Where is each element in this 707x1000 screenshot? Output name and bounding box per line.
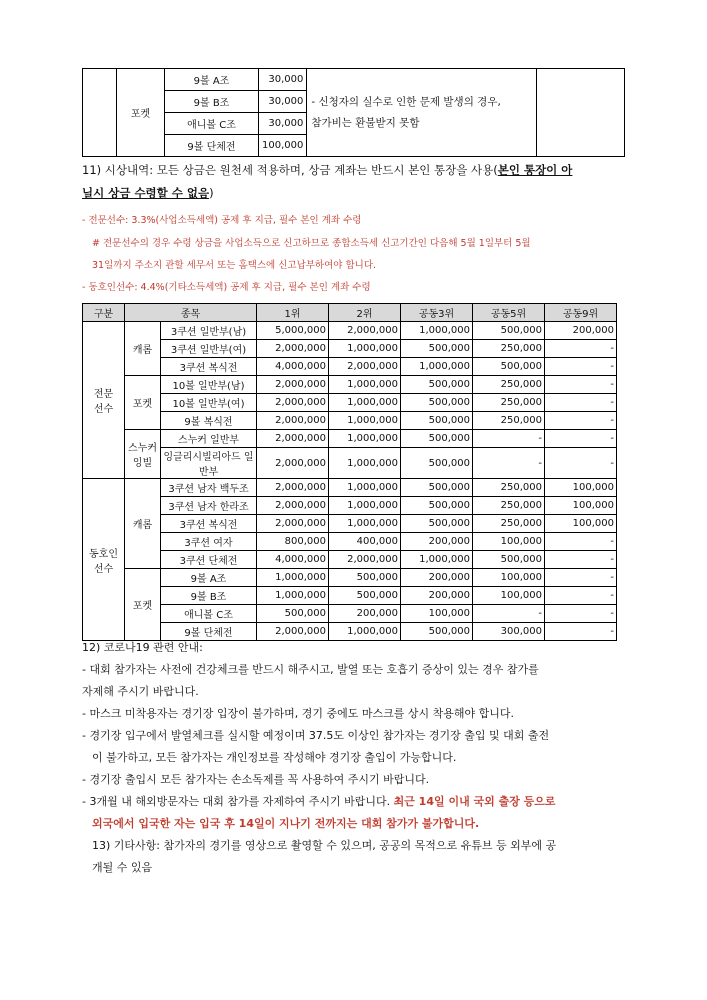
prize-amount: - xyxy=(545,623,617,641)
subgroup-label xyxy=(125,376,161,430)
prize-amount: 200,000 xyxy=(401,533,473,551)
event-name: 3쿠션 일반부(여) xyxy=(161,340,257,358)
fee-event: 9볼 단체전 xyxy=(165,135,259,157)
prize-amount: 100,000 xyxy=(545,479,617,497)
section12 xyxy=(82,637,627,879)
prize-amount: 100,000 xyxy=(401,605,473,623)
event-name: 9볼 A조 xyxy=(161,569,257,587)
section13-line-2: 개될 수 있음 xyxy=(92,861,153,874)
event-name: 3쿠션 복식전 xyxy=(161,515,257,533)
prize-amount: 500,000 xyxy=(329,587,401,605)
prize-amount: 250,000 xyxy=(473,479,545,497)
subgroup-label xyxy=(125,322,161,376)
prize-amount: 250,000 xyxy=(473,412,545,430)
prize-header-6: 공동9위 xyxy=(545,304,617,322)
prize-amount: 2,000,000 xyxy=(257,430,329,448)
prize-amount: 500,000 xyxy=(401,448,473,479)
group-label-line-2: 선수 xyxy=(93,563,114,575)
covid-note-3b: 이 불가하고, 모든 참가자는 개인정보를 작성해야 경기장 출입이 가능합니다. xyxy=(92,751,457,764)
subgroup-label xyxy=(125,569,161,641)
event-name: 3쿠션 남자 한라조 xyxy=(161,497,257,515)
table-row xyxy=(83,587,617,605)
prize-header-3: 2위 xyxy=(329,304,401,322)
covid-note-1b: 자제해 주시기 바랍니다. xyxy=(82,685,199,698)
prize-amount: 500,000 xyxy=(401,623,473,641)
fee-note xyxy=(307,69,537,157)
prize-amount: 2,000,000 xyxy=(257,448,329,479)
prize-amount: - xyxy=(473,430,545,448)
prize-amount: 500,000 xyxy=(401,394,473,412)
event-name: 잉글리시빌리아드 일반부 xyxy=(161,448,257,479)
table-row xyxy=(83,479,617,497)
fee-event: 9볼 B조 xyxy=(165,91,259,113)
prize-amount: 250,000 xyxy=(473,376,545,394)
prize-amount: 500,000 xyxy=(401,497,473,515)
prize-amount: 250,000 xyxy=(473,394,545,412)
event-name: 3쿠션 일반부(남) xyxy=(161,322,257,340)
section11-heading-end: ) xyxy=(209,186,214,200)
prize-amount: 500,000 xyxy=(401,376,473,394)
prize-amount: 1,000,000 xyxy=(329,376,401,394)
prize-amount: 300,000 xyxy=(473,623,545,641)
prize-amount: - xyxy=(545,376,617,394)
fee-blank-cell xyxy=(83,69,117,157)
table-row xyxy=(83,448,617,479)
covid-note-3a: - 경기장 입구에서 발열체크를 실시할 예정이며 37.5도 이상인 참가자는 경기장 출입 및 대회 출전 xyxy=(82,729,550,742)
subgroup-label-line-2: 잉빌 xyxy=(132,458,153,469)
section12-heading: 12) 코로나19 관련 안내: xyxy=(82,641,203,654)
table-row xyxy=(83,376,617,394)
prize-amount: - xyxy=(545,551,617,569)
prize-amount: 1,000,000 xyxy=(329,448,401,479)
prize-amount: 2,000,000 xyxy=(329,551,401,569)
prize-amount: 100,000 xyxy=(545,497,617,515)
pro-tax-subnote-1: # 전문선수의 경우 수령 상금을 사업소득으로 신고하므로 종합소득세 신고기간인 다음해 5월 1일부터 5월 xyxy=(92,238,531,249)
event-name: 3쿠션 여자 xyxy=(161,533,257,551)
covid-note-4: - 경기장 출입시 모든 참가자는 손소독제를 꼭 사용하여 주시기 바랍니다. xyxy=(82,773,430,786)
fee-amount: 30,000 xyxy=(259,113,307,135)
fee-note-line-1: - 신청자의 실수로 인한 문제 발생의 경우, xyxy=(311,95,501,108)
prize-amount: 250,000 xyxy=(473,340,545,358)
amateur-tax-note: - 동호인선수: 4.4%(기타소득세액) 공제 후 지급, 필수 본인 계좌 수령 xyxy=(82,282,371,293)
prize-amount: 500,000 xyxy=(401,430,473,448)
prize-amount: - xyxy=(545,569,617,587)
table-row xyxy=(83,394,617,412)
prize-amount: 200,000 xyxy=(401,569,473,587)
prize-amount: 1,000,000 xyxy=(329,412,401,430)
fee-event: 애니볼 C조 xyxy=(165,113,259,135)
table-row xyxy=(83,515,617,533)
group-label xyxy=(83,322,125,479)
subgroup-label-line-1: 포켓 xyxy=(132,399,153,410)
group-label-line-1: 동호인 xyxy=(89,548,118,560)
prize-amount: 1,000,000 xyxy=(329,497,401,515)
fee-event: 9볼 A조 xyxy=(165,69,259,91)
prize-amount: 1,000,000 xyxy=(329,479,401,497)
prize-amount: 500,000 xyxy=(401,515,473,533)
prize-amount: 1,000,000 xyxy=(329,430,401,448)
covid-note-2: - 마스크 미착용자는 경기장 입장이 불가하며, 경기 중에도 마스크를 상시 착용해야 합니다. xyxy=(82,707,514,720)
subgroup-label xyxy=(125,479,161,569)
entry-fee-table xyxy=(82,68,625,157)
prize-amount: 2,000,000 xyxy=(257,340,329,358)
fee-amount: 100,000 xyxy=(259,135,307,157)
prize-amount: 2,000,000 xyxy=(257,394,329,412)
fee-blank-cell-2 xyxy=(537,69,625,157)
section11-heading xyxy=(82,162,572,178)
subgroup-label-line-1: 캐롬 xyxy=(132,345,153,356)
prize-amount: 500,000 xyxy=(473,358,545,376)
table-row xyxy=(83,569,617,587)
event-name: 10볼 일반부(여) xyxy=(161,394,257,412)
prize-amount: - xyxy=(545,430,617,448)
prize-amount: 2,000,000 xyxy=(329,322,401,340)
table-row xyxy=(83,340,617,358)
prize-amount: - xyxy=(545,340,617,358)
group-label xyxy=(83,479,125,641)
pro-tax-note: - 전문선수: 3.3%(사업소득세액) 공제 후 지급, 필수 본인 계좌 수령 xyxy=(82,215,362,226)
group-label-line-1: 전문 xyxy=(93,389,114,400)
prize-amount: 1,000,000 xyxy=(329,623,401,641)
prize-amount: 500,000 xyxy=(401,479,473,497)
prize-amount: 1,000,000 xyxy=(329,515,401,533)
table-row xyxy=(83,605,617,623)
covid-note-5 xyxy=(82,791,627,813)
event-name: 3쿠션 남자 백두조 xyxy=(161,479,257,497)
prize-header-1: 종목 xyxy=(125,304,257,322)
section11-heading-emphasis: 본인 통장이 아 xyxy=(497,163,573,177)
event-name: 10볼 일반부(남) xyxy=(161,376,257,394)
prize-amount: 200,000 xyxy=(401,587,473,605)
table-row xyxy=(83,412,617,430)
prize-amount: - xyxy=(545,412,617,430)
fee-amount: 30,000 xyxy=(259,91,307,113)
fee-category: 포켓 xyxy=(117,69,165,157)
event-name: 애니볼 C조 xyxy=(161,605,257,623)
event-name: 9볼 복식전 xyxy=(161,412,257,430)
prize-amount: 1,000,000 xyxy=(329,340,401,358)
prize-header-4: 공동3위 xyxy=(401,304,473,322)
prize-amount: 2,000,000 xyxy=(257,515,329,533)
prize-amount: 200,000 xyxy=(545,322,617,340)
prize-amount: 1,000,000 xyxy=(401,322,473,340)
prize-amount: 2,000,000 xyxy=(257,376,329,394)
table-row xyxy=(83,358,617,376)
prize-amount: 1,000,000 xyxy=(257,569,329,587)
prize-amount: 1,000,000 xyxy=(401,551,473,569)
prize-amount: 400,000 xyxy=(329,533,401,551)
prize-amount: 500,000 xyxy=(473,322,545,340)
prize-amount: - xyxy=(545,605,617,623)
section11-heading-cont xyxy=(82,185,214,201)
prize-amount: 100,000 xyxy=(473,587,545,605)
table-row xyxy=(83,430,617,448)
prize-amount: 5,000,000 xyxy=(257,322,329,340)
prize-amount: 1,000,000 xyxy=(329,394,401,412)
table-row xyxy=(83,533,617,551)
event-name: 9볼 단체전 xyxy=(161,623,257,641)
prize-amount: 4,000,000 xyxy=(257,358,329,376)
event-name: 9볼 B조 xyxy=(161,587,257,605)
fee-amount: 30,000 xyxy=(259,69,307,91)
prize-amount: 250,000 xyxy=(473,497,545,515)
prize-amount: 800,000 xyxy=(257,533,329,551)
section11-heading-emphasis-2: 닐시 상금 수령할 수 없음 xyxy=(82,186,210,200)
covid-note-5-text: - 3개월 내 해외방문자는 대회 참가를 자제하여 주시기 바랍니다. xyxy=(82,795,394,808)
table-row xyxy=(83,497,617,515)
prize-amount: 100,000 xyxy=(545,515,617,533)
prize-amount: - xyxy=(473,448,545,479)
prize-amount: 100,000 xyxy=(473,569,545,587)
prize-amount: - xyxy=(545,587,617,605)
prize-amount: 500,000 xyxy=(473,551,545,569)
prize-amount: 500,000 xyxy=(401,412,473,430)
event-name: 3쿠션 복식전 xyxy=(161,358,257,376)
covid-note-1a: - 대회 참가자는 사전에 건강체크를 반드시 해주시고, 발열 또는 호흡기 증상이 있는 경우 참가를 xyxy=(82,663,539,676)
section13-line-1: 13) 기타사항: 참가자의 경기를 영상으로 촬영할 수 있으며, 공공의 목적으로 유튜브 등 외부에 공 xyxy=(92,839,557,852)
prize-amount: 2,000,000 xyxy=(257,623,329,641)
group-label-line-2: 선수 xyxy=(93,404,114,415)
prize-amount: 2,000,000 xyxy=(257,497,329,515)
prize-amount: 2,000,000 xyxy=(329,358,401,376)
table-row xyxy=(83,322,617,340)
prize-amount: - xyxy=(545,358,617,376)
covid-note-5-warning-2: 외국에서 입국한 자는 입국 후 14일이 지나기 전까지는 대회 참가가 불가합니다. xyxy=(92,817,480,830)
prize-amount: - xyxy=(545,394,617,412)
event-name: 3쿠션 단체전 xyxy=(161,551,257,569)
table-row xyxy=(83,551,617,569)
fee-row xyxy=(83,69,625,91)
prize-header-0: 구분 xyxy=(83,304,125,322)
prize-amount: 200,000 xyxy=(329,605,401,623)
prize-amount: - xyxy=(545,448,617,479)
prize-amount: 1,000,000 xyxy=(401,358,473,376)
subgroup-label-line-1: 캐롬 xyxy=(132,520,153,531)
prize-header-5: 공동5위 xyxy=(473,304,545,322)
prize-amount: 500,000 xyxy=(401,340,473,358)
pro-tax-subnote-2: 31일까지 주소지 관할 세무서 또는 홈택스에 신고납부하여야 합니다. xyxy=(92,260,377,271)
prize-amount: 1,000,000 xyxy=(257,587,329,605)
covid-note-5-warning: 최근 14일 이내 국외 출장 등으로 xyxy=(393,795,556,808)
prize-amount: - xyxy=(473,605,545,623)
event-name: 스누커 일반부 xyxy=(161,430,257,448)
prize-amount: 250,000 xyxy=(473,515,545,533)
prize-header-2: 1위 xyxy=(257,304,329,322)
fee-note-line-2: 참가비는 환불받지 못함 xyxy=(311,116,420,129)
prize-table xyxy=(82,303,617,641)
prize-amount: 500,000 xyxy=(329,569,401,587)
prize-amount: 2,000,000 xyxy=(257,479,329,497)
subgroup-label-line-1: 스누커 xyxy=(128,443,157,454)
prize-amount: 2,000,000 xyxy=(257,412,329,430)
prize-amount: - xyxy=(545,533,617,551)
prize-amount: 4,000,000 xyxy=(257,551,329,569)
prize-amount: 100,000 xyxy=(473,533,545,551)
prize-amount: 500,000 xyxy=(257,605,329,623)
subgroup-label-line-1: 포켓 xyxy=(132,601,153,612)
section11-heading-text: 11) 시상내역: 모든 상금은 원천세 적용하며, 상금 계좌는 반드시 본인 통장을 사용( xyxy=(82,163,498,177)
subgroup-label xyxy=(125,430,161,479)
